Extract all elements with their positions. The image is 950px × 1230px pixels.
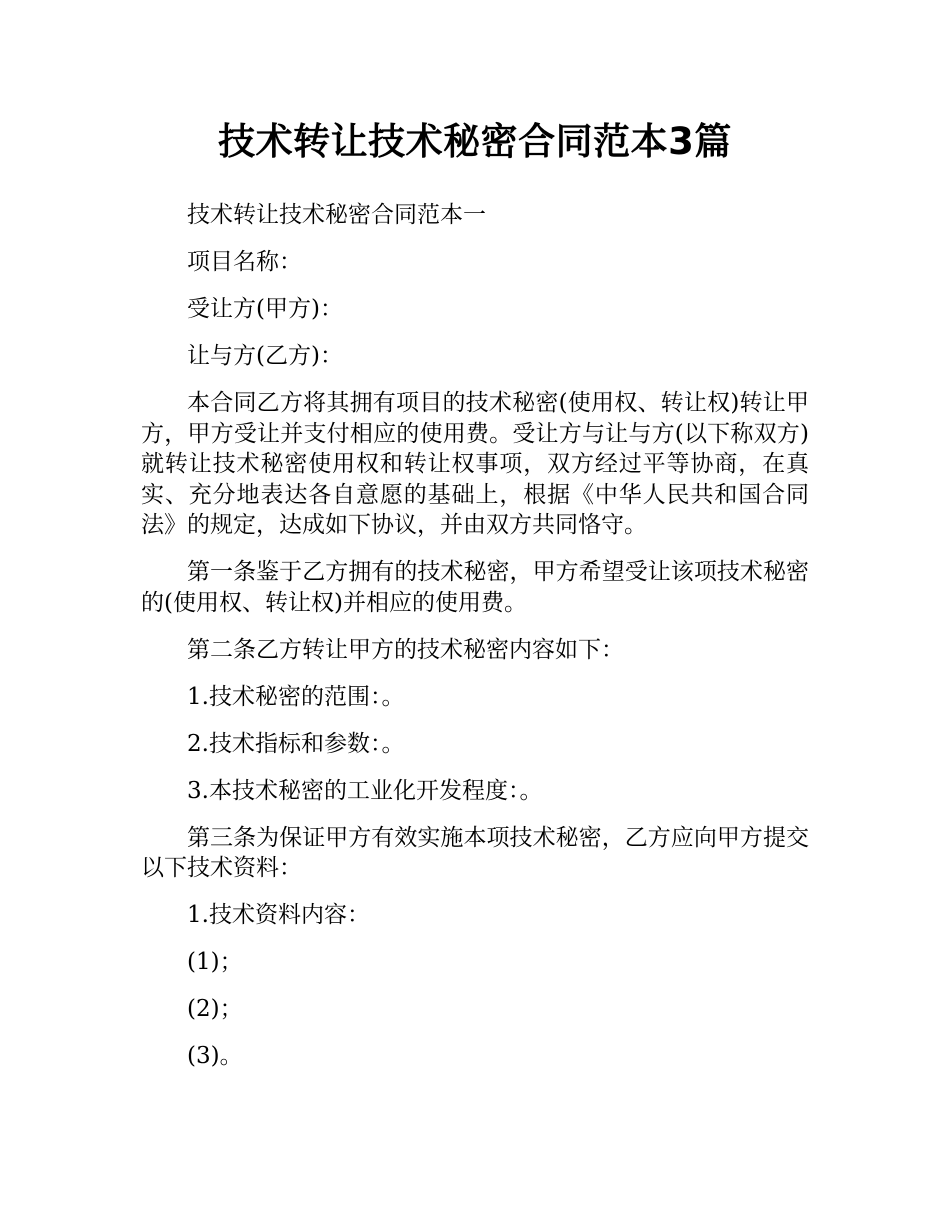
assignor-line: 让与方(乙方)： xyxy=(187,343,343,369)
article-3-item-1: 1.技术资料内容： xyxy=(187,902,370,928)
article-3-subitem-2: (2)； xyxy=(187,996,243,1022)
contract-subtitle: 技术转让技术秘密合同范本一 xyxy=(187,202,486,228)
assignee-line: 受让方(甲方)： xyxy=(187,296,343,322)
article-3-subitem-3: (3)。 xyxy=(187,1043,243,1069)
article-2-item-3: 3.本技术秘密的工业化开发程度：。 xyxy=(187,777,543,804)
article-3-paragraph: 第三条为保证甲方有效实施本项技术秘密，乙方应向甲方提交以下技术资料： xyxy=(141,824,809,881)
document-body xyxy=(141,200,809,1088)
article-2-item-1: 1.技术秘密的范围：。 xyxy=(187,683,405,710)
document-title: 技术转让技术秘密合同范本3篇 xyxy=(218,120,732,163)
article-1-paragraph: 第一条鉴于乙方拥有的技术秘密，甲方希望受让该项技术秘密的(使用权、转让权)并相应的使用费。 xyxy=(141,559,809,616)
article-3-subitem-1: (1)； xyxy=(187,949,243,975)
article-2-paragraph: 第二条乙方转让甲方的技术秘密内容如下： xyxy=(187,636,624,663)
article-2-item-2: 2.技术指标和参数：。 xyxy=(187,730,405,757)
project-name-line: 项目名称： xyxy=(187,249,302,275)
preamble-paragraph: 本合同乙方将其拥有项目的技术秘密(使用权、转让权)转让甲方，甲方受让并支付相应的使用费。受让方与让与方(以下称双方)就转让技术秘密使用权和转让权事项，双方经过平等协商，在真实、充分地表达各自意愿的基础上，根据《中华人民共和国合同法》的规定，达成如下协议，并由双方共同恪守。 xyxy=(141,390,809,538)
